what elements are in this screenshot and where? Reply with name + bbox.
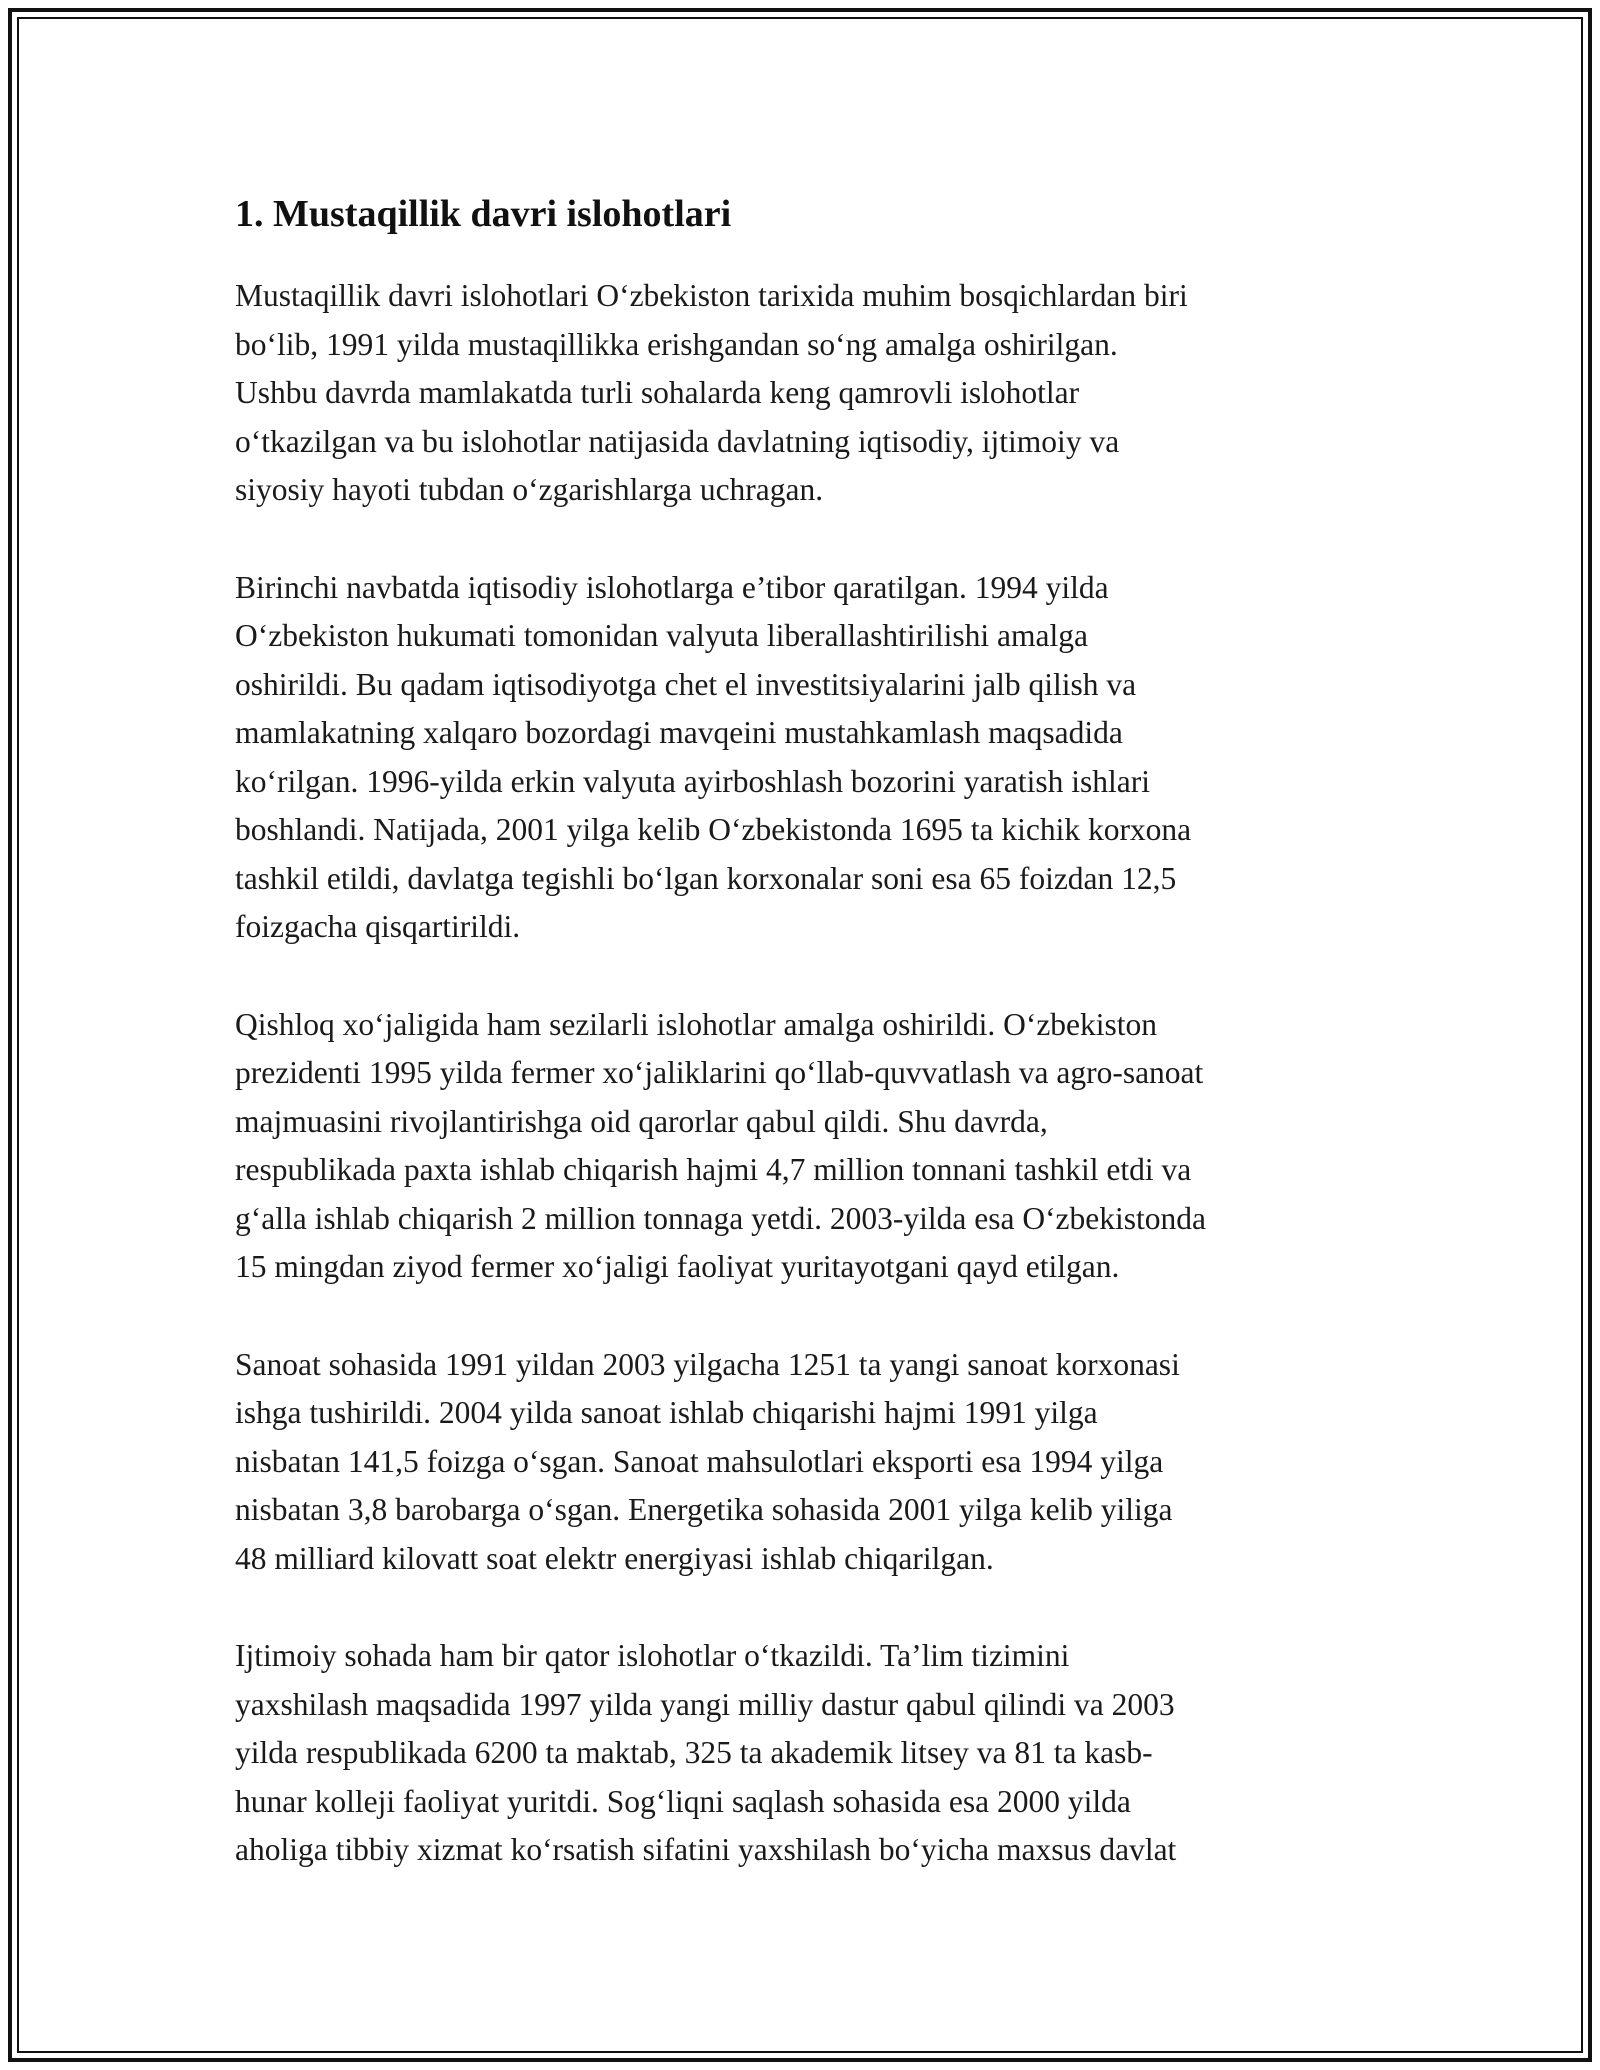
paragraph-industry [235,1341,1375,1584]
text-line: boshlandi. Natijada, 2001 yilga kelib O‘zbekistonda 1695 ta kichik korxona [235,812,1192,847]
text-line: foizgacha qisqartirildi. [235,909,521,944]
text-line: Birinchi navbatda iqtisodiy islohotlarga e’tibor qaratilgan. 1994 yilda [235,569,1109,605]
text-line: O‘zbekiston hukumati tomonidan valyuta liberallashtirilishi amalga [235,618,1088,653]
text-line: mamlakatning xalqaro bozordagi mavqeini mustahkamlash maqsadida [235,715,1123,750]
text-line: siyosiy hayoti tubdan o‘zgarishlarga uchragan. [235,472,824,507]
paragraph-social [235,1632,1375,1875]
text-line: prezidenti 1995 yilda fermer xo‘jaliklarini qo‘llab-quvvatlash va agro-sanoat [235,1055,1204,1090]
paragraph-agriculture [235,1001,1375,1292]
text-line: ishga tushirildi. 2004 yilda sanoat ishlab chiqarishi hajmi 1991 yilga [235,1395,1098,1430]
text-line: nisbatan 3,8 barobarga o‘sgan. Energetika sohasida 2001 yilga kelib yiliga [235,1492,1173,1527]
text-line: Mustaqillik davri islohotlari O‘zbekiston tarixida muhim bosqichlardan biri [235,278,1188,313]
text-line: ko‘rilgan. 1996-yilda erkin valyuta ayirboshlash bozorini yaratish ishlari [235,763,1151,799]
text-line: yaxshilash maqsadida 1997 yilda yangi milliy dastur qabul qilindi va 2003 [235,1686,1175,1722]
text-line: Ushbu davrda mamlakatda turli sohalarda keng qamrovli islohotlar [235,375,1080,410]
document-body [235,188,1375,1924]
text-line: 15 mingdan ziyod fermer xo‘jaligi faoliyat yuritayotgani qayd etilgan. [235,1249,1120,1284]
text-line: yilda respublikada 6200 ta maktab, 325 ta akademik litsey va 81 ta kasb- [235,1735,1153,1770]
text-line: nisbatan 141,5 foizga o‘sgan. Sanoat mahsulotlari eksporti esa 1994 yilga [235,1443,1164,1479]
section-heading: 1. Mustaqillik davri islohotlari [235,193,732,235]
text-line: 48 milliard kilovatt soat elektr energiyasi ishlab chiqarilgan. [235,1540,994,1576]
text-line: g‘alla ishlab chiqarish 2 million tonnaga yetdi. 2003-yilda esa O‘zbekistonda [235,1200,1207,1236]
text-line: hunar kolleji faoliyat yuritdi. Sog‘liqni saqlash sohasida esa 2000 yilda [235,1783,1131,1819]
text-line: Ijtimoiy sohada ham bir qator islohotlar o‘tkazildi. Ta’lim tizimini [235,1638,1070,1673]
text-line: bo‘lib, 1991 yilda mustaqillikka erishgandan so‘ng amalga oshirilgan. [235,326,1118,362]
text-line: respublikada paxta ishlab chiqarish hajmi 4,7 million tonnani tashkil etdi va [235,1152,1192,1187]
text-line: majmuasini rivojlantirishga oid qarorlar qabul qildi. Shu davrda, [235,1103,1048,1139]
paragraph-intro [235,272,1375,515]
text-line: Qishloq xo‘jaligida ham sezilarli islohotlar amalga oshirildi. O‘zbekiston [235,1006,1158,1042]
text-line: Sanoat sohasida 1991 yildan 2003 yilgacha 1251 ta yangi sanoat korxonasi [235,1346,1180,1382]
text-line: tashkil etildi, davlatga tegishli bo‘lgan korxonalar soni esa 65 foizdan 12,5 [235,860,1177,896]
paragraph-economy [235,564,1375,952]
text-line: aholiga tibbiy xizmat ko‘rsatish sifatini yaxshilash bo‘yicha maxsus davlat [235,1832,1177,1867]
text-line: oshirildi. Bu qadam iqtisodiyotga chet el investitsiyalarini jalb qilish va [235,666,1137,702]
text-line: o‘tkazilgan va bu islohotlar natijasida davlatning iqtisodiy, ijtimoiy va [235,423,1120,459]
